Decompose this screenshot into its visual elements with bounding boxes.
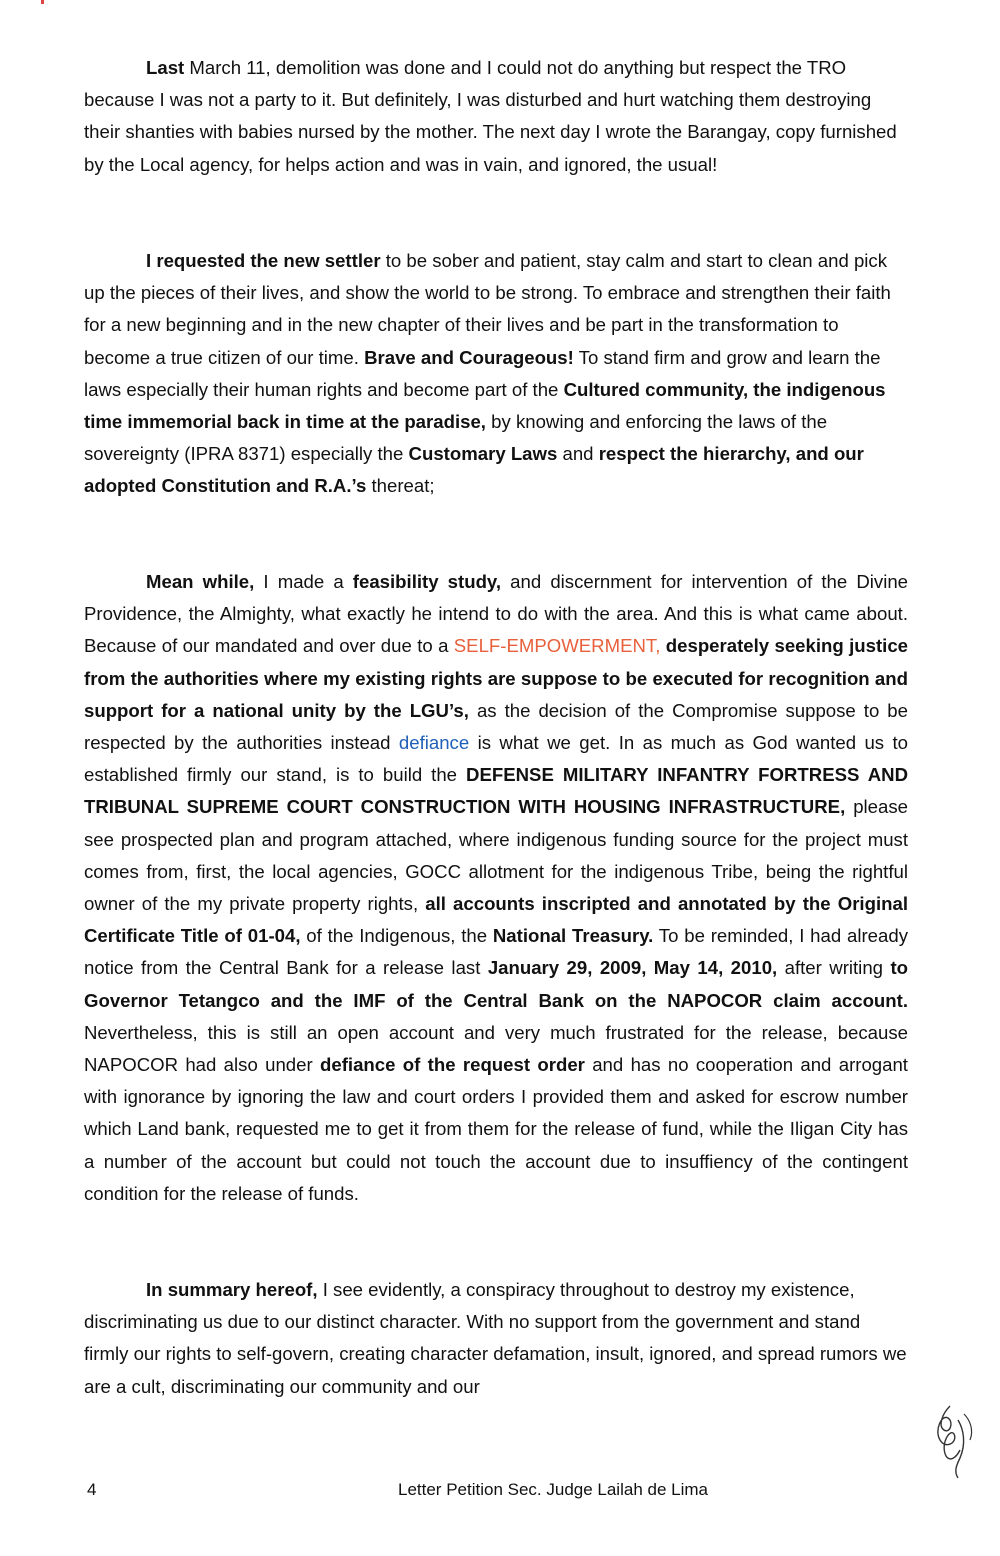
text-run: by knowing and enforcing the laws of the sovereignty (IPRA 8371) especially the bbox=[84, 411, 828, 465]
text-run: Mean while, bbox=[146, 571, 255, 592]
text-run: as the decision of the Compromise suppose to be respected by the authorities instead bbox=[84, 699, 908, 754]
paragraph-demolition bbox=[84, 52, 908, 181]
scan-mark bbox=[41, 0, 44, 4]
text-run: March 11, demolition was done and I could not do anything but respect the TRO because I was not a party to it. But definitely, I was disturbed and hurt watching them destroying their shanties with babies nursed by the mother. The next day I wrote the Barangay, copy furnished by the Local agency, for helps action and was in vain, and ignored, the usual! bbox=[84, 57, 897, 175]
text-run: January 29, 2009, May 14, 2010, bbox=[487, 957, 778, 979]
text-run: thereat; bbox=[366, 475, 435, 497]
text-run: In summary hereof, bbox=[146, 1279, 318, 1300]
text-run: I made a bbox=[254, 571, 353, 592]
signature-initials-icon bbox=[920, 1400, 980, 1480]
text-run: respect the hierarchy, and our adopted Constitution and R.A.’s bbox=[84, 443, 864, 497]
text-run: Customary Laws bbox=[408, 443, 558, 465]
text-run: and bbox=[557, 443, 599, 465]
text-run: desperately seeking justice from the authorities where my existing rights are suppose to be executed for recognition and support for a national unity by the LGU’s, bbox=[84, 635, 909, 721]
text-run: of the Indigenous, the bbox=[300, 925, 493, 947]
text-run: to be sober and patient, stay calm and start to clean and pick up the pieces of their lives, and show the world to be strong. To embrace and strengthen their faith for a new beginning and in the new chapter of their lives and be part in the transformation to become a true citizen of our time. bbox=[84, 250, 891, 368]
text-run: feasibility study, bbox=[352, 571, 502, 592]
text-run: Last bbox=[146, 57, 185, 78]
text-run: and discernment for intervention of the Divine Providence, the Almighty, what exactly he intend to do with the area. And this is what came about. Because of our mandated and over due to a bbox=[84, 571, 909, 657]
text-run: I see evidently, a conspiracy throughout to destroy my existence, discriminating us due to our distinct character. With no support from the government and stand firmly our rights to self-govern, creating character defamation, insult, ignored, and spread rumors we are a cult, discriminating our community and our bbox=[84, 1279, 907, 1397]
page-footer bbox=[0, 1480, 1000, 1510]
text-run: is what we get. In as much as God wanted us to established firmly our stand, is to build the bbox=[84, 732, 908, 786]
text-run: to Governor Tetangco and the IMF of the Central Bank on the NAPOCOR claim account. bbox=[84, 957, 908, 1011]
text-run: National Treasury. bbox=[492, 925, 654, 947]
text-run: DEFENSE MILITARY INFANTRY FORTRESS AND TRIBUNAL SUPREME COURT CONSTRUCTION WITH HOUSING INFRASTRUCTURE, bbox=[84, 764, 908, 818]
text-run: I requested the new settler bbox=[146, 250, 381, 271]
paragraph-summary bbox=[84, 1274, 908, 1403]
page-number: 4 bbox=[87, 1480, 97, 1499]
highlight-defiance: defiance bbox=[398, 732, 470, 754]
paragraph-new-settler bbox=[84, 245, 908, 503]
paragraph-feasibility-study bbox=[84, 566, 908, 1210]
text-run: Nevertheless, this is still an open account and very much frustrated for the release, because NAPOCOR had also under bbox=[84, 1021, 908, 1076]
text-run: and has no cooperation and arrogant with ignorance by ignoring the law and court orders I provided them and asked for escrow number which Land bank, requested me to get it from them for the release of fund, while the Iligan City has a number of the account but could not touch the account due to insuffiency of the contingent condition for the release of funds. bbox=[84, 1054, 908, 1204]
text-run: Cultured community, the indigenous time immemorial back in time at the paradise, bbox=[84, 378, 886, 433]
highlight-self-empowerment: SELF-EMPOWERMENT, bbox=[453, 635, 661, 657]
text-run: after writing bbox=[777, 957, 891, 979]
footer-title: Letter Petition Sec. Judge Lailah de Lima bbox=[398, 1480, 708, 1499]
text-run: To stand firm and grow and learn the laws especially their human rights and become part of the bbox=[84, 346, 881, 400]
text-run: Brave and Courageous! bbox=[364, 346, 574, 368]
text-run: To be reminded, I had already notice from the Central Bank for a release last bbox=[84, 925, 908, 979]
text-run: defiance of the request order bbox=[320, 1054, 585, 1076]
text-run: please see prospected plan and program attached, where indigenous funding source for the project must comes from, first, the local agencies, GOCC allotment for the indigenous Tribe, being the rightful owner of the my private property rights, bbox=[84, 796, 908, 915]
text-run: all accounts inscripted and annotated by the Original Certificate Title of 01-04, bbox=[84, 893, 908, 947]
